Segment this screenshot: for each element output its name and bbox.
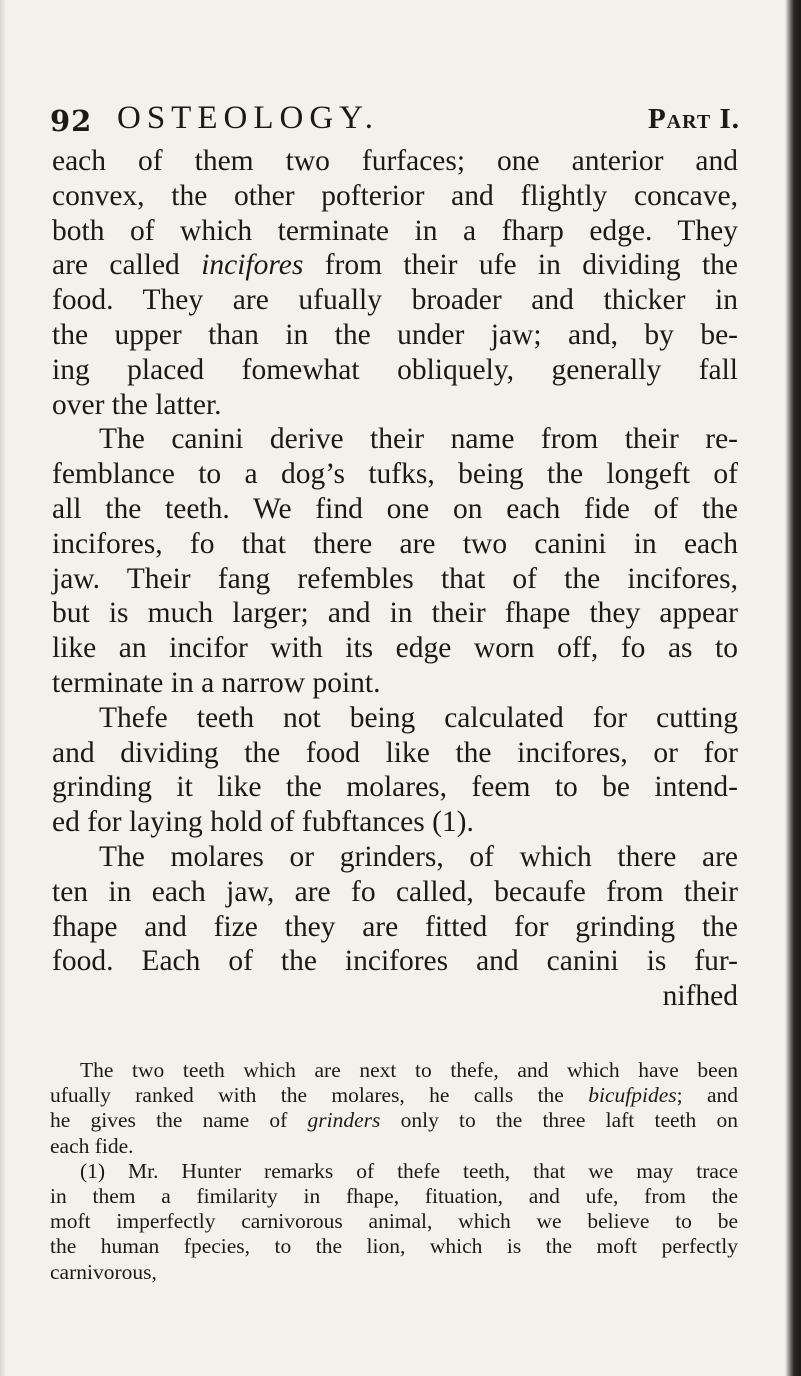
paragraph-start-line: The molares or grinders, of which there are <box>99 840 738 873</box>
footnote-line: carnivorous, <box>50 1259 157 1284</box>
running-title: OSTEOLOGY. <box>117 100 379 136</box>
text-line: both of which terminate in a fharp edge. They <box>52 214 738 247</box>
text-line: like an incifor with its edge worn off, fo as to <box>52 632 738 665</box>
text-line: over the latter. <box>52 388 222 421</box>
text-line: but is much larger; and in their fhape they appear <box>52 597 738 630</box>
text-line: and dividing the food like the incifores, or for <box>52 736 738 769</box>
footnote-line: ufually ranked with the molares, he calls the bicufpides; and <box>50 1083 738 1108</box>
text-line: jaw. Their fang refembles that of the incifores, <box>52 562 738 595</box>
text-line: all the teeth. We find one on each fide of the <box>52 492 738 525</box>
page-number: 92 <box>50 104 93 138</box>
text-line: each of them two furfaces; one anterior and <box>52 145 738 177</box>
text-line: the upper than in the under jaw; and, by be- <box>52 318 738 351</box>
text-line: food. Each of the incifores and canini is fur- <box>52 945 738 978</box>
text-line: ten in each jaw, are fo called, becaufe from their <box>52 875 738 908</box>
footnote-line: each fide. <box>50 1133 134 1158</box>
text-line: ed for laying hold of fubftances (1). <box>52 806 474 839</box>
text-line: femblance to a dog’s tufks, being the longeft of <box>52 458 738 491</box>
running-head <box>50 100 740 140</box>
catchword: nifhed <box>662 980 738 1013</box>
page-edge-left <box>0 0 6 1376</box>
text-line: fhape and fize they are fitted for grinding the <box>52 910 738 943</box>
footnote-line: (1) Mr. Hunter remarks of thefe teeth, that we may trace <box>80 1158 738 1183</box>
part-label: Part I. <box>647 103 740 135</box>
text-line: ing placed fomewhat obliquely, generally fall <box>52 353 738 386</box>
italic-term: incifores <box>201 249 304 282</box>
text-line: incifores, fo that there are two canini in each <box>52 527 738 560</box>
italic-term: grinders <box>307 1108 381 1133</box>
footnote-line: moft imperfectly carnivorous animal, which we believe to be <box>50 1209 738 1234</box>
paragraph-start-line: Thefe teeth not being calculated for cutting <box>99 701 738 734</box>
footnote-line: in them a fimilarity in fhape, fituation, and ufe, from the <box>50 1183 738 1208</box>
footnote-line: he gives the name of grinders only to the three laft teeth on <box>50 1108 738 1133</box>
body-text <box>52 144 738 1014</box>
text-line: convex, the other pofterior and flightly concave, <box>52 179 738 212</box>
paragraph-start-line: The canini derive their name from their re- <box>99 423 738 456</box>
footnotes <box>50 1058 738 1285</box>
text-line: grinding it like the molares, feem to be intend- <box>52 771 738 804</box>
italic-term: bicufpides <box>588 1083 677 1108</box>
text-line: terminate in a narrow point. <box>52 666 381 699</box>
footnote-line: The two teeth which are next to thefe, and which have been <box>80 1058 738 1082</box>
footnote-line: the human fpecies, to the lion, which is the moft perfectly <box>50 1234 738 1259</box>
page-edge-right <box>785 0 801 1376</box>
text-line: food. They are ufually broader and thicker in <box>52 284 738 317</box>
text-line: are called incifores from their ufe in dividing the <box>52 249 738 282</box>
